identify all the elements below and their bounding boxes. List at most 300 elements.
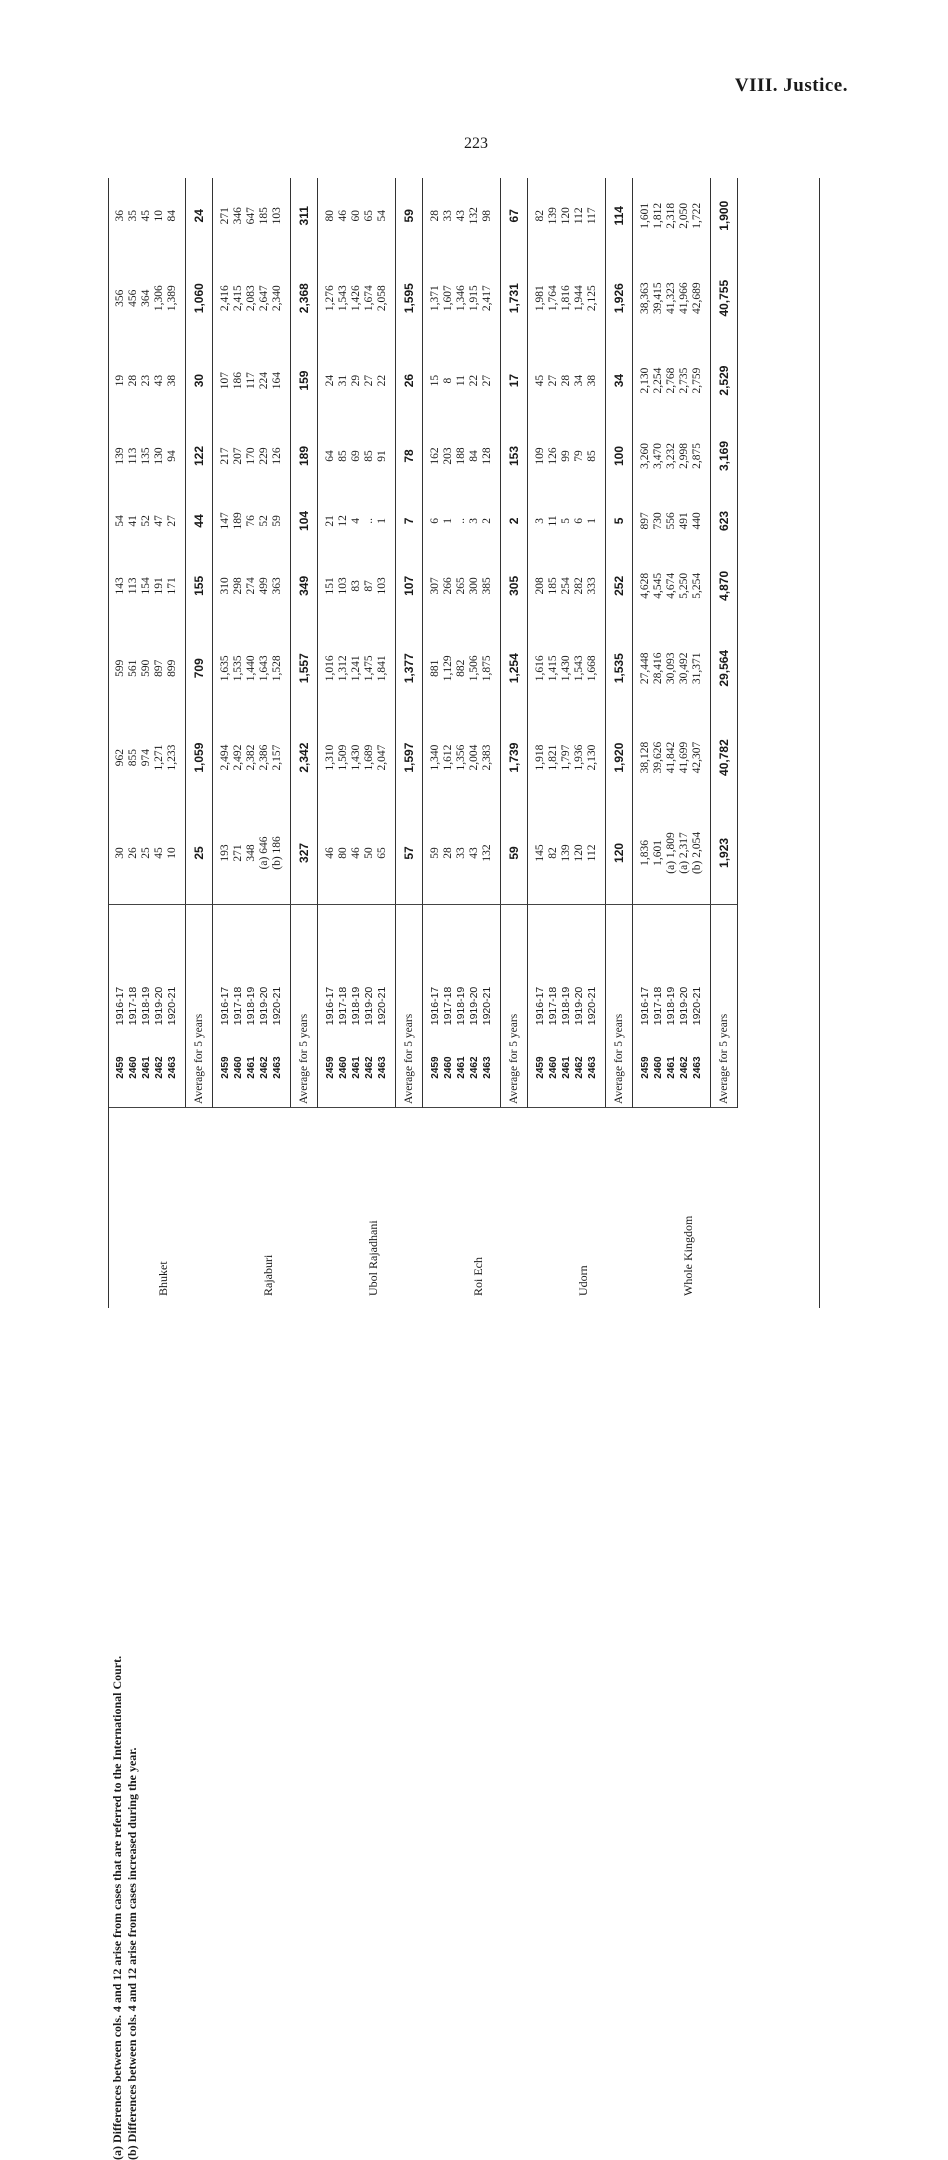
year-number: 2463: [166, 1028, 186, 1107]
cell-col-8: 2,415: [232, 285, 244, 312]
year-label: 1918-19: [665, 986, 677, 1026]
cell-col-5: 3: [534, 518, 546, 524]
cell-col-5: 730: [652, 512, 664, 530]
cell-col-6: 188: [455, 447, 467, 465]
cell-col-7: 29: [350, 374, 362, 387]
year-label: 1917-18: [232, 986, 244, 1026]
cell-col-3: 28,416: [652, 652, 664, 685]
table-row: [318, 178, 338, 1308]
statistics-table-rotated: [108, 178, 820, 1308]
cell-col-8: 1,371: [429, 285, 441, 312]
average-col-9: 24: [186, 178, 213, 254]
average-label: Average for 5 years: [291, 904, 318, 1107]
average-col-7: 26: [396, 343, 423, 418]
year-label: 1920-21: [691, 986, 703, 1026]
cell-col-8: 41,323: [665, 282, 677, 315]
cell-col-1: (b) 186: [271, 802, 291, 904]
cell-col-8: 1,306: [153, 285, 165, 312]
cell-col-8: 2,125: [586, 285, 598, 312]
average-col-7: 34: [606, 343, 633, 418]
cell-col-9: 112: [573, 207, 585, 225]
cell-col-6: 126: [271, 447, 283, 465]
cell-col-6: 3,470: [652, 443, 664, 469]
cell-col-2: 855: [127, 748, 139, 767]
cell-col-9: 35: [127, 210, 139, 222]
cell-col-6: 2,998: [678, 443, 690, 469]
cell-col-7: 34: [573, 374, 585, 387]
year-number: 2463: [376, 1028, 396, 1107]
cell-col-9: 10: [153, 210, 165, 222]
cell-col-6: 135: [140, 447, 152, 465]
cell-col-2: 1,612: [442, 744, 454, 771]
cell-col-9: 45: [140, 210, 152, 222]
cell-col-3: 899: [166, 659, 178, 677]
cell-col-4: 307: [429, 577, 441, 595]
cell-col-9: 80: [324, 210, 336, 222]
cell-col-2: 39,626: [652, 741, 664, 774]
year-label: 1918-19: [455, 986, 467, 1026]
year-number: 2460: [547, 1028, 560, 1107]
cell-col-8: 2,416: [219, 285, 231, 312]
year-number: 2460: [127, 1028, 140, 1107]
year-number: 2460: [337, 1028, 350, 1107]
cell-col-6: 126: [547, 447, 559, 465]
average-col-1: 120: [606, 802, 633, 904]
year-label: 1919-20: [573, 986, 585, 1026]
average-col-1: 59: [501, 802, 528, 904]
cell-col-4: 300: [468, 577, 480, 595]
cell-col-6: 109: [534, 447, 546, 465]
year-number: 2462: [363, 1028, 376, 1107]
cell-col-4: 254: [560, 577, 572, 595]
cell-col-9: 346: [232, 207, 244, 225]
cell-col-7: 2,254: [652, 367, 664, 394]
year-label: 1919-20: [258, 986, 270, 1026]
footnotes: [110, 1010, 150, 2160]
table-row: [423, 178, 443, 1308]
cell-col-1: 46: [318, 802, 338, 904]
year-label: 1918-19: [140, 986, 152, 1026]
year-number: 2462: [468, 1028, 481, 1107]
cell-col-2: 2,004: [468, 744, 480, 771]
cell-col-1: 33: [455, 802, 468, 904]
footnote-b: (b) Differences between cols. 4 and 12 arise from cases increased during the year.: [125, 1747, 139, 2160]
average-col-1: 327: [291, 802, 318, 904]
cell-col-5: 54: [114, 515, 126, 527]
cell-col-3: 1,668: [586, 655, 598, 682]
cell-col-8: 1,816: [560, 285, 572, 312]
cell-col-9: 185: [258, 207, 270, 225]
cell-col-2: 1,509: [337, 744, 349, 771]
cell-col-3: 1,643: [258, 655, 270, 682]
cell-col-1: 348: [245, 802, 258, 904]
cell-col-1: 10: [166, 802, 186, 904]
year-number: 2460: [232, 1028, 245, 1107]
cell-col-3: 1,506: [468, 655, 480, 682]
cell-col-4: 4,674: [665, 572, 677, 599]
cell-col-1: 193: [213, 802, 233, 904]
cell-col-2: 1,340: [429, 744, 441, 771]
cell-col-3: 590: [140, 659, 152, 677]
cell-col-7: 117: [245, 372, 257, 389]
cell-col-4: 4,628: [639, 572, 651, 599]
cell-col-7: 27: [363, 374, 375, 387]
average-col-2: 2,342: [291, 713, 318, 802]
cell-col-3: 561: [127, 659, 139, 677]
average-col-4: 252: [606, 548, 633, 623]
average-col-2: 1,597: [396, 713, 423, 802]
cell-col-6: 64: [324, 450, 336, 462]
cell-col-1: 30: [108, 802, 127, 904]
cell-col-5: 47: [153, 515, 165, 527]
year-number: 2460: [652, 1028, 665, 1107]
year-number: 2461: [665, 1028, 678, 1107]
cell-col-9: 98: [481, 210, 493, 222]
cell-col-5: 2: [481, 518, 493, 524]
average-col-2: 1,920: [606, 713, 633, 802]
average-col-5: 104: [291, 494, 318, 548]
average-col-9: 311: [291, 178, 318, 254]
cell-col-1: 132: [481, 802, 501, 904]
cell-col-7: 31: [337, 374, 349, 387]
cell-col-5: 189: [232, 512, 244, 530]
cell-col-1: 139: [560, 802, 573, 904]
cell-col-8: 456: [127, 289, 139, 307]
cell-col-2: 2,130: [586, 744, 598, 771]
cell-col-2: 41,699: [678, 741, 690, 774]
average-col-9: 114: [606, 178, 633, 254]
cell-col-3: 30,492: [678, 652, 690, 685]
cell-col-3: 1,543: [573, 655, 585, 682]
average-col-8: 1,731: [501, 254, 528, 343]
justice-statistics-table: [108, 178, 738, 1308]
cell-col-1: (b) 2,054: [691, 802, 711, 904]
year-number: 2459: [318, 1028, 338, 1107]
cell-col-5: 897: [639, 512, 651, 530]
average-col-1: 25: [186, 802, 213, 904]
cell-col-6: 207: [232, 447, 244, 465]
cell-col-2: 2,383: [481, 744, 493, 771]
cell-col-5: 3: [468, 518, 480, 524]
cell-col-1: 45: [153, 802, 166, 904]
cell-col-7: 8: [442, 377, 454, 384]
cell-col-1: (a) 2,317: [678, 802, 691, 904]
year-number: 2459: [213, 1028, 233, 1107]
year-label: 1917-18: [442, 986, 454, 1026]
cell-col-7: 224: [258, 371, 270, 390]
cell-col-8: 1,764: [547, 285, 559, 312]
cell-col-8: 1,674: [363, 285, 375, 312]
cell-col-4: 333: [586, 577, 598, 595]
cell-col-3: 1,016: [324, 655, 336, 682]
cell-col-2: 1,689: [363, 744, 375, 771]
cell-col-9: 117: [586, 207, 598, 225]
cell-col-5: 27: [166, 515, 178, 527]
cell-col-9: 60: [350, 210, 362, 222]
cell-col-3: 1,312: [337, 655, 349, 682]
cell-col-5: 491: [678, 512, 690, 530]
cell-col-8: 39,415: [652, 282, 664, 315]
average-label: Average for 5 years: [501, 904, 528, 1107]
cell-col-9: 1,722: [691, 202, 703, 229]
cell-col-2: 1,356: [455, 744, 467, 771]
cell-col-4: 83: [350, 580, 362, 592]
cell-col-7: 27: [547, 374, 559, 387]
average-col-8: 40,755: [711, 254, 738, 343]
average-label: Average for 5 years: [711, 904, 738, 1107]
cell-col-4: 103: [337, 577, 349, 595]
cell-col-8: 364: [140, 289, 152, 307]
cell-col-6: 139: [114, 447, 126, 465]
cell-col-6: 85: [337, 450, 349, 462]
year-number: 2459: [108, 1028, 127, 1107]
average-label: Average for 5 years: [396, 904, 423, 1107]
average-col-8: 1,595: [396, 254, 423, 343]
year-label: 1916-17: [114, 986, 126, 1026]
cell-col-1: 145: [528, 802, 548, 904]
cell-col-9: 28: [429, 210, 441, 222]
year-number: 2459: [528, 1028, 548, 1107]
table-body: [108, 178, 738, 1308]
year-label: 1919-20: [678, 986, 690, 1026]
cell-col-9: 54: [376, 210, 388, 222]
cell-col-1: 43: [468, 802, 481, 904]
cell-col-3: 1,875: [481, 655, 493, 682]
cell-col-8: 1,915: [468, 285, 480, 312]
cell-col-4: 113: [127, 577, 139, 595]
average-col-5: 44: [186, 494, 213, 548]
year-number: 2463: [481, 1028, 501, 1107]
cell-col-4: 274: [245, 577, 257, 595]
cell-col-6: 84: [468, 450, 480, 462]
cell-col-4: 143: [114, 577, 126, 595]
cell-col-7: 11: [455, 375, 467, 387]
cell-col-6: 3,260: [639, 443, 651, 469]
cell-col-1: 1,836: [633, 802, 653, 904]
cell-col-7: 22: [376, 374, 388, 387]
average-col-4: 4,870: [711, 548, 738, 623]
year-number: 2460: [442, 1028, 455, 1107]
cell-col-7: 24: [324, 374, 336, 387]
cell-col-2: 1,271: [153, 744, 165, 771]
cell-col-5: 440: [691, 512, 703, 530]
cell-col-6: 91: [376, 450, 388, 462]
cell-col-8: 1,426: [350, 285, 362, 312]
cell-col-6: 217: [219, 447, 231, 465]
cell-col-5: 52: [258, 515, 270, 527]
cell-col-2: 2,386: [258, 744, 270, 771]
average-col-6: 153: [501, 418, 528, 493]
cell-col-5: ..: [363, 518, 375, 524]
cell-col-4: 5,250: [678, 572, 690, 599]
cell-col-5: 6: [573, 518, 585, 524]
year-number: 2461: [350, 1028, 363, 1107]
cell-col-1: 25: [140, 802, 153, 904]
year-label: 1916-17: [429, 986, 441, 1026]
average-col-1: 1,923: [711, 802, 738, 904]
cell-col-2: 42,307: [691, 741, 703, 774]
cell-col-2: 38,128: [639, 741, 651, 774]
year-label: 1916-17: [324, 986, 336, 1026]
table-row: [633, 178, 653, 1308]
cell-col-7: 28: [127, 374, 139, 387]
cell-col-8: 41,966: [678, 282, 690, 315]
footnote-a: (a) Differences between cols. 4 and 12 arise from cases that are referred to the International Court.: [110, 1655, 124, 2160]
cell-col-1: 26: [127, 802, 140, 904]
cell-col-3: 31,371: [691, 652, 703, 685]
cell-col-8: 2,058: [376, 285, 388, 312]
page-number: 223: [464, 135, 488, 152]
cell-col-3: 1,430: [560, 655, 572, 682]
year-label: 1918-19: [350, 986, 362, 1026]
cell-col-4: 266: [442, 577, 454, 595]
average-col-2: 1,059: [186, 713, 213, 802]
cell-col-1: 28: [442, 802, 455, 904]
cell-col-4: 103: [376, 577, 388, 595]
cell-col-2: 1,310: [324, 744, 336, 771]
cell-col-9: 65: [363, 210, 375, 222]
cell-col-5: 5: [560, 518, 572, 524]
cell-col-3: 897: [153, 659, 165, 677]
cell-col-3: 1,440: [245, 655, 257, 682]
cell-col-3: 599: [114, 659, 126, 677]
average-col-3: 1,254: [501, 624, 528, 713]
year-number: 2459: [423, 1028, 443, 1107]
cell-col-6: 99: [560, 450, 572, 462]
year-label: 1917-18: [127, 986, 139, 1026]
year-number: 2462: [153, 1028, 166, 1107]
cell-col-9: 647: [245, 207, 257, 225]
average-col-6: 189: [291, 418, 318, 493]
cell-col-4: 265: [455, 577, 467, 595]
cell-col-8: 356: [114, 289, 126, 307]
district-name: Whole Kingdom: [680, 1215, 695, 1296]
cell-col-2: 1,233: [166, 744, 178, 771]
cell-col-2: 2,494: [219, 744, 231, 771]
cell-col-9: 33: [442, 210, 454, 222]
cell-col-6: 170: [245, 447, 257, 465]
cell-col-1: 271: [232, 802, 245, 904]
cell-col-9: 1,601: [639, 202, 651, 229]
cell-col-4: 154: [140, 577, 152, 595]
cell-col-2: 1,797: [560, 744, 572, 771]
average-col-9: 1,900: [711, 178, 738, 254]
cell-col-7: 164: [271, 371, 283, 390]
cell-col-5: ..: [455, 518, 467, 524]
average-col-1: 57: [396, 802, 423, 904]
cell-col-6: 162: [429, 447, 441, 465]
cell-col-7: 19: [114, 374, 126, 387]
average-col-6: 3,169: [711, 418, 738, 493]
cell-col-7: 38: [166, 374, 178, 387]
cell-col-1: 82: [547, 802, 560, 904]
average-col-6: 78: [396, 418, 423, 493]
cell-col-8: 1,944: [573, 285, 585, 312]
cell-col-5: 59: [271, 515, 283, 527]
cell-col-2: 2,382: [245, 744, 257, 771]
cell-col-4: 298: [232, 577, 244, 595]
year-number: 2461: [245, 1028, 258, 1107]
cell-col-9: 120: [560, 207, 572, 225]
cell-col-8: 2,340: [271, 285, 283, 312]
district-name: Bhuket: [155, 1261, 170, 1296]
average-col-8: 1,926: [606, 254, 633, 343]
year-number: 2463: [691, 1028, 711, 1107]
cell-col-3: 1,616: [534, 655, 546, 682]
cell-col-5: 147: [219, 512, 231, 530]
cell-col-7: 186: [232, 371, 244, 390]
cell-col-4: 363: [271, 577, 283, 595]
average-col-7: 2,529: [711, 343, 738, 418]
cell-col-1: (a) 1,809: [665, 802, 678, 904]
cell-col-5: 41: [127, 515, 139, 527]
average-col-3: 29,564: [711, 624, 738, 713]
cell-col-5: 1: [376, 518, 388, 524]
cell-col-8: 1,543: [337, 285, 349, 312]
average-col-9: 59: [396, 178, 423, 254]
cell-col-3: 881: [429, 659, 441, 677]
cell-col-2: 974: [140, 748, 152, 767]
average-label: Average for 5 years: [606, 904, 633, 1107]
cell-col-5: 1: [586, 518, 598, 524]
average-col-5: 623: [711, 494, 738, 548]
average-col-4: 349: [291, 548, 318, 623]
average-col-4: 155: [186, 548, 213, 623]
cell-col-6: 79: [573, 450, 585, 462]
year-number: 2461: [455, 1028, 468, 1107]
year-number: 2462: [258, 1028, 271, 1107]
cell-col-9: 82: [534, 210, 546, 222]
average-col-4: 107: [396, 548, 423, 623]
cell-col-4: 185: [547, 577, 559, 595]
cell-col-3: 1,528: [271, 655, 283, 682]
year-label: 1916-17: [219, 986, 231, 1026]
cell-col-9: 271: [219, 207, 231, 225]
cell-col-9: 2,318: [665, 202, 677, 229]
table-row: [528, 178, 548, 1308]
cell-col-7: 15: [429, 374, 441, 387]
cell-col-1: (a) 646: [258, 802, 271, 904]
average-col-3: 1,557: [291, 624, 318, 713]
cell-col-5: 11: [547, 515, 559, 527]
cell-col-8: 38,363: [639, 282, 651, 315]
cell-col-7: 38: [586, 374, 598, 387]
cell-col-7: 2,759: [691, 367, 703, 394]
cell-col-3: 1,241: [350, 655, 362, 682]
year-label: 1917-18: [652, 986, 664, 1026]
cell-col-8: 2,083: [245, 285, 257, 312]
cell-col-4: 87: [363, 580, 375, 592]
cell-col-6: 229: [258, 447, 270, 465]
year-label: 1919-20: [363, 986, 375, 1026]
cell-col-2: 2,047: [376, 744, 388, 771]
cell-col-1: 80: [337, 802, 350, 904]
year-label: 1918-19: [560, 986, 572, 1026]
average-col-5: 5: [606, 494, 633, 548]
average-col-7: 159: [291, 343, 318, 418]
cell-col-3: 1,415: [547, 655, 559, 682]
cell-col-3: 1,841: [376, 655, 388, 682]
average-col-7: 30: [186, 343, 213, 418]
cell-col-5: 1: [442, 518, 454, 524]
cell-col-5: 6: [429, 518, 441, 524]
year-number: 2463: [271, 1028, 291, 1107]
average-col-3: 1,377: [396, 624, 423, 713]
cell-col-8: 1,346: [455, 285, 467, 312]
cell-col-8: 2,417: [481, 285, 493, 312]
cell-col-7: 28: [560, 374, 572, 387]
cell-col-4: 208: [534, 577, 546, 595]
